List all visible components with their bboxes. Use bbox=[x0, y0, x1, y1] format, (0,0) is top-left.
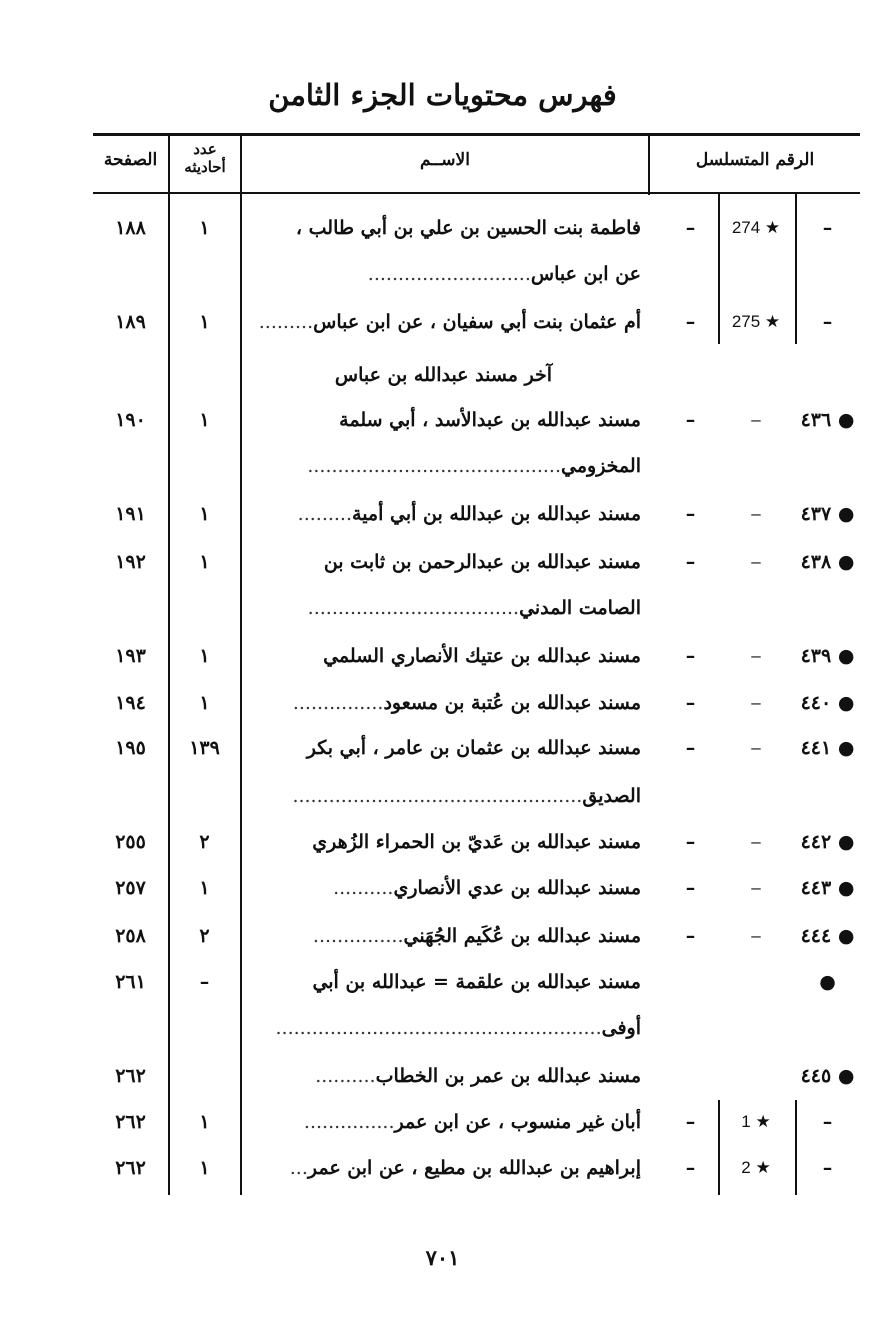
serial-cell: ٤٤٥ ● bbox=[800, 1065, 855, 1087]
header-count-line2: أحاديثه bbox=[184, 158, 226, 176]
count-cell: ١ bbox=[199, 692, 210, 714]
page-cell: ٢٥٨ bbox=[115, 925, 146, 947]
name-cell bbox=[246, 820, 641, 864]
page-cell: ٢٥٥ bbox=[115, 831, 146, 853]
name-text: مسند عبدالله بن عَديّ بن الحمراء الزُهري bbox=[312, 831, 641, 853]
page-cell: ١٨٩ bbox=[115, 311, 146, 333]
name-text: أوفى bbox=[601, 1017, 641, 1039]
star-number-cell: – bbox=[751, 878, 761, 897]
name-text: عن ابن عباس bbox=[530, 263, 641, 285]
name-text: مسند عبدالله بن عدي الأنصاري bbox=[393, 877, 641, 899]
name-cell bbox=[246, 444, 641, 488]
leader-dots: ................................................ bbox=[292, 785, 583, 807]
table-row bbox=[93, 300, 860, 344]
serial-cell: ٤٣٩ ● bbox=[800, 645, 855, 667]
leader-dots: ... bbox=[289, 1157, 308, 1179]
table-row bbox=[93, 252, 860, 296]
page-cell: ١٨٨ bbox=[115, 217, 146, 239]
leader-dots: ............... bbox=[312, 925, 404, 947]
name-cell bbox=[246, 960, 641, 1004]
star-number-cell: – bbox=[751, 504, 761, 523]
table-row bbox=[93, 206, 860, 250]
dash-cell: – bbox=[685, 311, 696, 333]
name-text: الصديق bbox=[582, 785, 641, 807]
dash-cell: – bbox=[685, 1111, 696, 1133]
header-count-line1: عدد bbox=[193, 140, 217, 158]
star-number-cell: – bbox=[751, 926, 761, 945]
leader-dots: .......... bbox=[333, 877, 394, 899]
table-row bbox=[93, 914, 860, 958]
table-row bbox=[93, 634, 860, 678]
table-row bbox=[93, 1006, 860, 1050]
table-row bbox=[93, 540, 860, 584]
table-row bbox=[93, 1146, 860, 1190]
name-text: مسند عبدالله بن عتيك الأنصاري السلمي bbox=[323, 645, 641, 667]
dash-cell: – bbox=[685, 503, 696, 525]
name-text: مسند عبدالله بن عبدالرحمن بن ثابت بن bbox=[323, 551, 641, 573]
name-text: مسند عبدالله بن علقمة = عبدالله بن أبي bbox=[312, 971, 641, 993]
star-number-cell: – bbox=[751, 832, 761, 851]
serial-cell: ٤٣٨ ● bbox=[800, 551, 855, 573]
count-cell: ١٣٩ bbox=[189, 737, 220, 759]
name-text: أم عثمان بنت أبي سفيان ، عن ابن عباس bbox=[313, 311, 641, 333]
count-cell: ١ bbox=[199, 503, 210, 525]
page-cell: ١٩٠ bbox=[115, 409, 146, 431]
page-cell: ١٩٣ bbox=[115, 645, 146, 667]
name-text: أبان غير منسوب ، عن ابن عمر bbox=[394, 1111, 641, 1133]
star-number-cell: 1 ★ bbox=[741, 1112, 771, 1131]
header-count bbox=[170, 140, 240, 176]
name-cell bbox=[246, 726, 641, 770]
name-cell bbox=[246, 586, 641, 630]
section-heading: آخر مسند عبدالله بن عباس bbox=[334, 364, 553, 386]
count-cell: ١ bbox=[199, 311, 210, 333]
dash-cell: – bbox=[685, 692, 696, 714]
table-row bbox=[93, 398, 860, 442]
table-row bbox=[93, 444, 860, 488]
count-cell: ١ bbox=[199, 877, 210, 899]
page-cell: ٢٦٢ bbox=[115, 1111, 146, 1133]
name-cell bbox=[246, 774, 641, 818]
serial-cell: ٤٤٤ ● bbox=[800, 925, 855, 947]
table-row bbox=[93, 353, 860, 397]
count-cell: – bbox=[199, 971, 210, 993]
count-cell: ١ bbox=[199, 645, 210, 667]
name-text: المخزومي bbox=[561, 455, 641, 477]
name-cell bbox=[246, 914, 641, 958]
dash-cell: – bbox=[685, 925, 696, 947]
table-row bbox=[93, 586, 860, 630]
table-row bbox=[93, 681, 860, 725]
star-number-cell: – bbox=[751, 693, 761, 712]
page-number: ٧٠١ bbox=[425, 1245, 460, 1270]
page-cell: ١٩١ bbox=[115, 503, 146, 525]
leader-dots: ......... bbox=[297, 503, 353, 525]
name-cell bbox=[246, 681, 641, 725]
star-number-cell: – bbox=[751, 738, 761, 757]
table-row bbox=[93, 866, 860, 910]
page-cell: ٢٦١ bbox=[115, 971, 146, 993]
table-row bbox=[93, 820, 860, 864]
serial-cell: ٤٤٣ ● bbox=[800, 877, 855, 899]
name-cell bbox=[246, 866, 641, 910]
table-row bbox=[93, 1100, 860, 1144]
name-text: مسند عبدالله بن عمر بن الخطاب bbox=[375, 1065, 641, 1087]
header-name: الاســم bbox=[420, 150, 470, 170]
name-cell bbox=[246, 398, 641, 442]
dash-cell: – bbox=[685, 831, 696, 853]
serial-cell: ٤٣٧ ● bbox=[800, 503, 855, 525]
leader-dots: ........................... bbox=[367, 263, 531, 285]
name-cell bbox=[246, 492, 641, 536]
dash-cell: – bbox=[685, 1157, 696, 1179]
name-cell bbox=[246, 1006, 641, 1050]
name-text: الصامت المدني bbox=[519, 597, 641, 619]
name-cell bbox=[246, 540, 641, 584]
name-cell bbox=[246, 634, 641, 678]
name-text: مسند عبدالله بن عُكَيم الجُهَني bbox=[403, 925, 641, 947]
star-number-cell: – bbox=[751, 410, 761, 429]
page-cell: ٢٥٧ bbox=[115, 877, 146, 899]
count-cell: ٢ bbox=[199, 831, 210, 853]
name-cell bbox=[246, 1054, 641, 1098]
name-cell bbox=[246, 252, 641, 296]
star-number-cell: – bbox=[751, 552, 761, 571]
count-cell: ١ bbox=[199, 409, 210, 431]
count-cell: ١ bbox=[199, 1111, 210, 1133]
page-cell: ١٩٥ bbox=[115, 737, 146, 759]
name-text: فاطمة بنت الحسين بن علي بن أبي طالب ، bbox=[295, 217, 641, 239]
leader-dots: ......... bbox=[258, 311, 314, 333]
dash-cell: – bbox=[685, 645, 696, 667]
serial-cell: ٤٤٢ ● bbox=[800, 831, 855, 853]
name-text: إبراهيم بن عبدالله بن مطيع ، عن ابن عمر bbox=[307, 1157, 641, 1179]
name-text: مسند عبدالله بن عبدالله بن أبي أمية bbox=[352, 503, 641, 525]
name-cell bbox=[246, 1100, 641, 1144]
table-row bbox=[93, 1054, 860, 1098]
page-cell: ١٩٢ bbox=[115, 551, 146, 573]
name-text: مسند عبدالله بن عبدالأسد ، أبي سلمة bbox=[339, 409, 641, 431]
serial-cell: – bbox=[822, 217, 833, 239]
serial-cell: ٤٤٠ ● bbox=[800, 692, 855, 714]
dash-cell: – bbox=[685, 217, 696, 239]
header-page: الصفحة bbox=[103, 150, 158, 170]
page-title: فهرس محتويات الجزء الثامن bbox=[268, 78, 617, 112]
serial-cell: – bbox=[822, 1111, 833, 1133]
count-cell: ١ bbox=[199, 217, 210, 239]
star-number-cell: 275 ★ bbox=[731, 312, 781, 331]
serial-cell: ٤٣٦ ● bbox=[800, 409, 855, 431]
leader-dots: .......................................... bbox=[307, 455, 561, 477]
name-text: مسند عبدالله بن عُتبة بن مسعود bbox=[383, 692, 641, 714]
table-row bbox=[93, 726, 860, 770]
header-serial: الرقم المتسلسل bbox=[695, 150, 815, 170]
serial-cell: ● bbox=[819, 971, 836, 993]
dash-cell: – bbox=[685, 409, 696, 431]
dash-cell: – bbox=[685, 551, 696, 573]
serial-cell: ٤٤١ ● bbox=[800, 737, 855, 759]
dash-cell: – bbox=[685, 737, 696, 759]
serial-cell: – bbox=[822, 1157, 833, 1179]
page-cell: ١٩٤ bbox=[115, 692, 146, 714]
table-header-rule bbox=[93, 192, 860, 194]
serial-cell: – bbox=[822, 311, 833, 333]
name-cell bbox=[246, 206, 641, 250]
table-row bbox=[93, 960, 860, 1004]
name-cell bbox=[246, 1146, 641, 1190]
page-cell: ٢٦٢ bbox=[115, 1065, 146, 1087]
name-cell bbox=[246, 300, 641, 344]
leader-dots: .......... bbox=[315, 1065, 376, 1087]
name-text: مسند عبدالله بن عثمان بن عامر ، أبي بكر bbox=[306, 737, 641, 759]
star-number-cell: – bbox=[751, 646, 761, 665]
star-number-cell: 274 ★ bbox=[731, 218, 781, 237]
count-cell: ١ bbox=[199, 1157, 210, 1179]
table-row bbox=[93, 774, 860, 818]
leader-dots: ............... bbox=[292, 692, 384, 714]
count-cell: ١ bbox=[199, 551, 210, 573]
page-cell: ٢٦٢ bbox=[115, 1157, 146, 1179]
star-number-cell: 2 ★ bbox=[741, 1158, 771, 1177]
leader-dots: ............... bbox=[303, 1111, 395, 1133]
count-cell: ٢ bbox=[199, 925, 210, 947]
dash-cell: – bbox=[685, 877, 696, 899]
table-top-rule bbox=[93, 133, 860, 136]
table-row bbox=[93, 492, 860, 536]
leader-dots: ................................... bbox=[307, 597, 520, 619]
leader-dots: ...................................................... bbox=[275, 1017, 602, 1039]
